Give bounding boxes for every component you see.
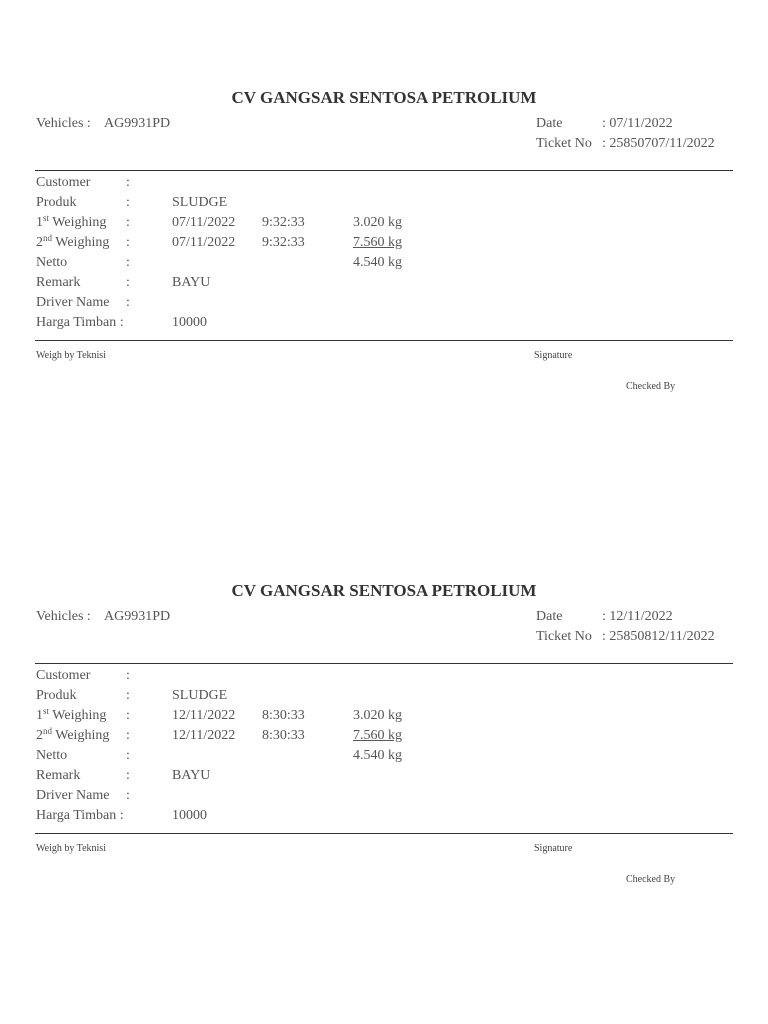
first-weighing-label: 1st Weighing — [36, 213, 107, 230]
second-weighing-row — [0, 233, 768, 253]
netto-label: Netto — [36, 748, 68, 763]
colon: : — [126, 788, 130, 803]
remark-label: Remark — [36, 275, 81, 290]
colon: : — [126, 175, 130, 190]
customer-row — [0, 173, 768, 193]
first-weighing-date: 12/11/2022 — [172, 708, 236, 723]
signature-label: Signature — [534, 350, 573, 361]
first-weighing-weight: 3.020 kg — [353, 708, 402, 723]
colon: : — [126, 768, 130, 783]
remark-value: BAYU — [172, 768, 211, 783]
second-weighing-weight: 7.560 kg — [353, 728, 402, 743]
harga-value: 10000 — [172, 315, 207, 330]
weighing-ticket-2 — [0, 493, 768, 893]
ticket-no-label: Ticket No — [536, 136, 592, 151]
harga-label: Harga Timban : — [36, 808, 124, 823]
colon: : — [126, 235, 130, 250]
first-weighing-time: 8:30:33 — [262, 708, 305, 723]
colon: : — [126, 195, 130, 210]
customer-row — [0, 666, 768, 686]
checked-by-label: Checked By — [626, 381, 676, 392]
ticket-no-label: Ticket No — [536, 629, 592, 644]
second-weighing-date: 07/11/2022 — [172, 235, 236, 250]
vehicles-label: Vehicles : — [36, 609, 91, 624]
date-label: Date — [536, 116, 563, 131]
date-value: : 07/11/2022 — [602, 116, 673, 131]
second-weighing-weight: 7.560 kg — [353, 235, 402, 250]
first-weighing-date: 07/11/2022 — [172, 215, 236, 230]
first-weighing-row — [0, 213, 768, 233]
divider-bottom — [35, 340, 733, 341]
colon: : — [126, 275, 130, 290]
second-weighing-row — [0, 726, 768, 746]
colon: : — [126, 728, 130, 743]
colon: : — [126, 748, 130, 763]
harga-row — [0, 313, 768, 333]
netto-weight: 4.540 kg — [353, 255, 402, 270]
produk-row — [0, 686, 768, 706]
customer-label: Customer — [36, 668, 91, 683]
colon: : — [126, 255, 130, 270]
colon: : — [126, 668, 130, 683]
remark-value: BAYU — [172, 275, 211, 290]
vehicles-label: Vehicles : — [36, 116, 91, 131]
weigh-by: Weigh by Teknisi — [36, 350, 106, 361]
second-weighing-time: 8:30:33 — [262, 728, 305, 743]
second-weighing-label: 2nd Weighing — [36, 726, 110, 743]
signature-label: Signature — [534, 843, 573, 854]
driver-row — [0, 293, 768, 313]
harga-label: Harga Timban : — [36, 315, 124, 330]
produk-value: SLUDGE — [172, 688, 228, 703]
harga-row — [0, 806, 768, 826]
colon: : — [126, 708, 130, 723]
remark-row — [0, 273, 768, 293]
colon: : — [126, 295, 130, 310]
company-name: CV GANGSAR SENTOSA PETROLIUM — [231, 581, 537, 600]
weighing-ticket-1 — [0, 0, 768, 400]
netto-label: Netto — [36, 255, 68, 270]
remark-row — [0, 766, 768, 786]
date-value: : 12/11/2022 — [602, 609, 673, 624]
netto-row — [0, 746, 768, 766]
produk-label: Produk — [36, 195, 77, 210]
weigh-by: Weigh by Teknisi — [36, 843, 106, 854]
driver-label: Driver Name — [36, 788, 110, 803]
first-weighing-row — [0, 706, 768, 726]
produk-row — [0, 193, 768, 213]
checked-by-label: Checked By — [626, 874, 676, 885]
netto-row — [0, 253, 768, 273]
customer-label: Customer — [36, 175, 91, 190]
second-weighing-time: 9:32:33 — [262, 235, 305, 250]
company-name: CV GANGSAR SENTOSA PETROLIUM — [231, 88, 537, 107]
ticket-no-value: : 25850707/11/2022 — [602, 136, 715, 151]
driver-label: Driver Name — [36, 295, 110, 310]
colon: : — [126, 688, 130, 703]
driver-row — [0, 786, 768, 806]
divider-top — [35, 170, 733, 171]
second-weighing-date: 12/11/2022 — [172, 728, 236, 743]
produk-label: Produk — [36, 688, 77, 703]
produk-value: SLUDGE — [172, 195, 228, 210]
colon: : — [126, 215, 130, 230]
second-weighing-label: 2nd Weighing — [36, 233, 110, 250]
ticket-no-value: : 25850812/11/2022 — [602, 629, 715, 644]
harga-value: 10000 — [172, 808, 207, 823]
first-weighing-label: 1st Weighing — [36, 706, 107, 723]
netto-weight: 4.540 kg — [353, 748, 402, 763]
divider-bottom — [35, 833, 733, 834]
date-label: Date — [536, 609, 563, 624]
remark-label: Remark — [36, 768, 81, 783]
divider-top — [35, 663, 733, 664]
first-weighing-time: 9:32:33 — [262, 215, 305, 230]
vehicle-number: AG9931PD — [104, 609, 171, 624]
first-weighing-weight: 3.020 kg — [353, 215, 402, 230]
vehicle-number: AG9931PD — [104, 116, 171, 131]
